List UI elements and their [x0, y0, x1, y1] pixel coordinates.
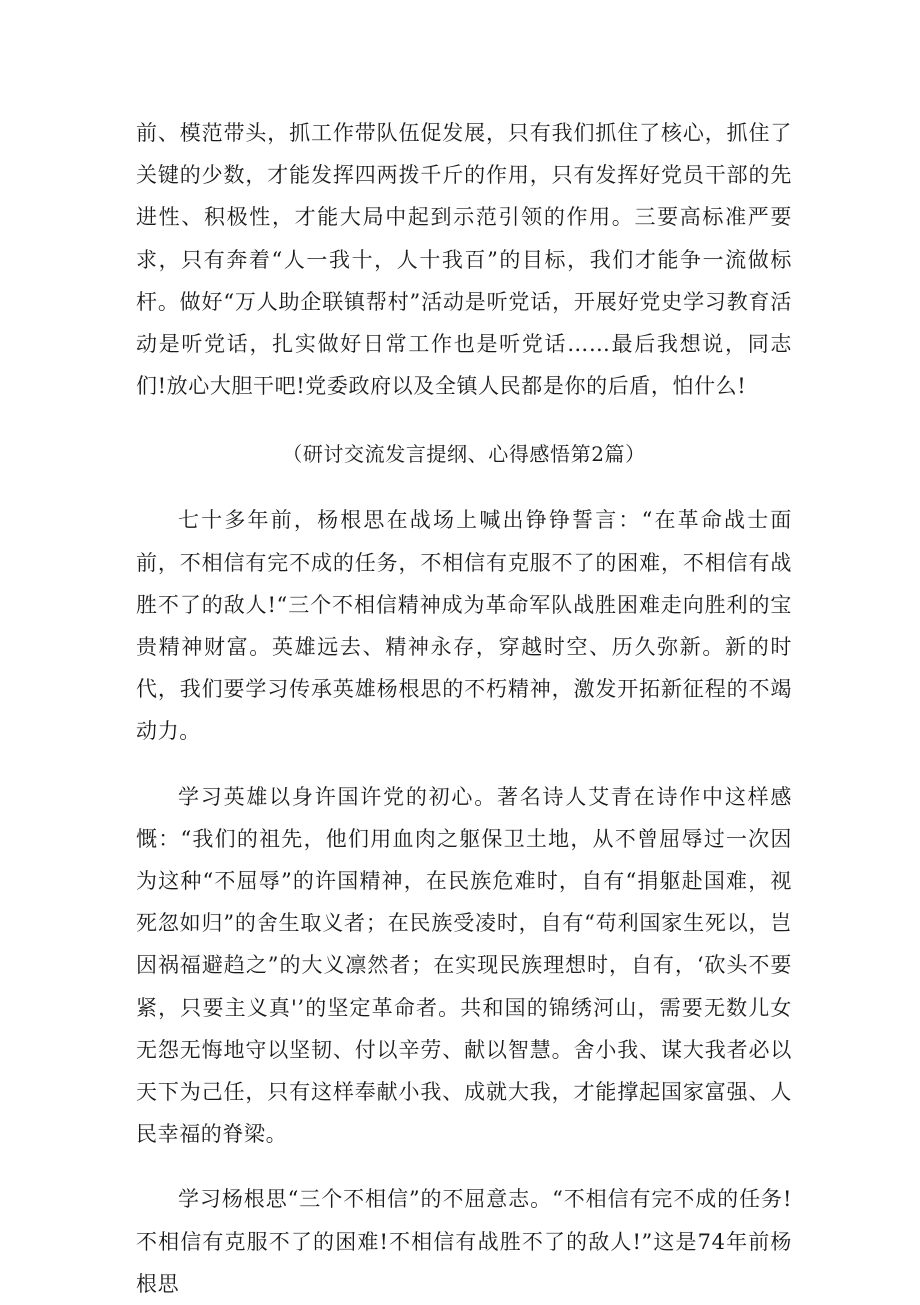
paragraph-three-disbeliefs: 学习杨根思“三个不相信”的不屈意志。“不相信有完不成的任务!不相信有克服不了的困难!不相信有战胜不了的敌人!”这是74年前杨根思 — [136, 1187, 792, 1296]
paragraph-continuation: 前、模范带头，抓工作带队伍促发展，只有我们抓住了核心，抓住了关键的少数，才能发挥四两拨千斤的作用，只有发挥好党员干部的先进性、积极性，才能大局中起到示范引领的作用。三要高标准严要求，只有奔着“人一我十，人十我百”的目标，我们才能争一流做标杆。做好“万人助企联镇帮村”活动是听党话，开展好党史学习教育活动是听党话，扎实做好日常工作也是听党话……最后我想说，同志们!放心大胆干吧!党委政府以及全镇人民都是你的后盾，怕什么! — [136, 121, 792, 399]
paragraph-hero-original-aspiration: 学习英雄以身许国许党的初心。著名诗人艾青在诗作中这样感慨：“我们的祖先，他们用血肉之躯保卫土地，从不曾屈辱过一次因为这种“不屈辱”的许国精神，在民族危难时，自有“捐躯赴国难，视死忽如归”的舍生取义者；在民族受凌时，自有“苟利国家生死以，岂因祸福避趋之”的大义凛然者；在实现民族理想时，自有，‘砍头不要紧，只要主义真'’的坚定革命者。共和国的锦绣河山，需要无数儿女无怨无悔地守以坚韧、付以辛劳、献以智慧。舍小我、谋大我者必以天下为己任，只有这样奉献小我、成就大我，才能撑起国家富强、人民幸福的脊梁。 — [136, 784, 792, 1147]
section-heading: （研讨交流发言提纲、心得感悟第2篇） — [282, 442, 646, 467]
document-body — [136, 112, 792, 1305]
paragraph-yang-gensi-oath: 七十多年前，杨根思在战场上喊出铮铮誓言：“在革命战士面前，不相信有完不成的任务，不相信有克服不了的困难，不相信有战胜不了的敌人!“三个不相信精神成为革命军队战胜困难走向胜利的宝贵精神财富。英雄远去、精神永存，穿越时空、历久弥新。新的时代，我们要学习传承英雄杨根思的不朽精神，激发开拓新征程的不竭动力。 — [136, 508, 792, 744]
